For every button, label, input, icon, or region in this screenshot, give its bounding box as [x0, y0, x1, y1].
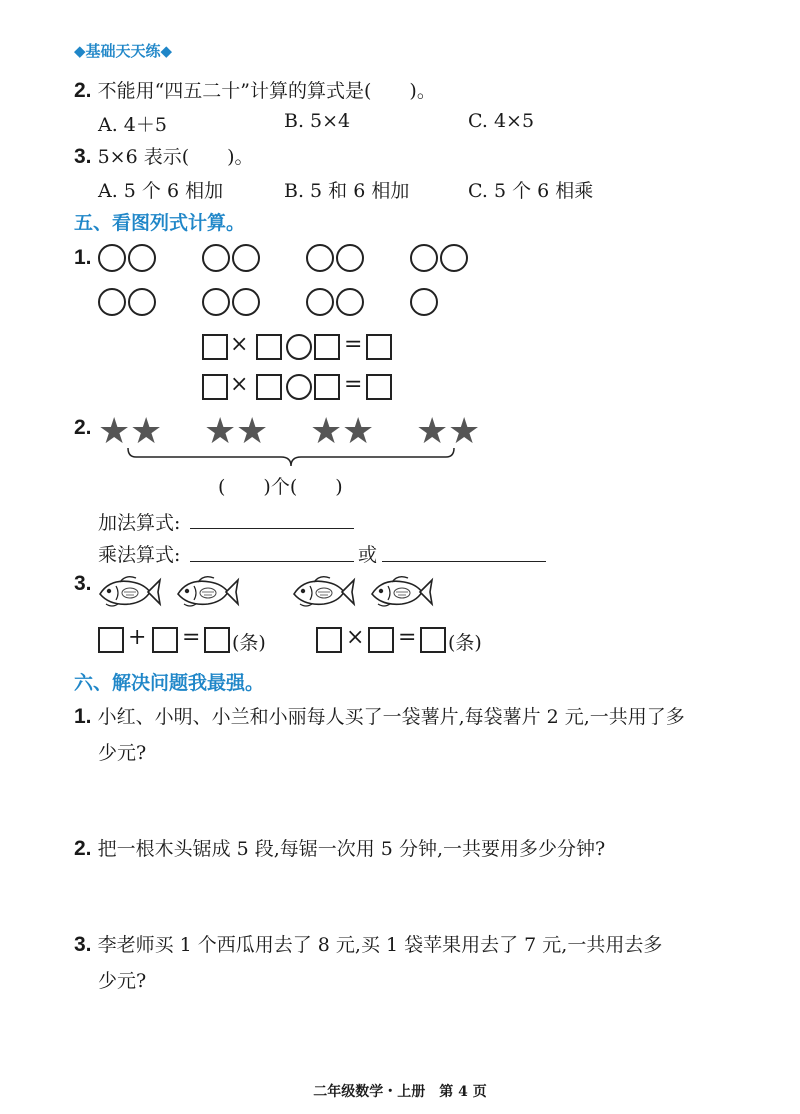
answer-box[interactable]: [316, 627, 342, 653]
problem-text: 小红、小明、小兰和小丽每人买了一袋薯片,每袋薯片 2 元,一共用了多: [97, 706, 685, 728]
circle-shape: [232, 244, 260, 272]
page-footer: 二年级数学・上册 第 4 页: [313, 1084, 487, 1100]
mul-answer-line-2[interactable]: [382, 561, 546, 562]
question-number: 2.: [74, 79, 92, 102]
answer-box[interactable]: [366, 334, 392, 360]
circle-shape: [306, 244, 334, 272]
times-sign: ×: [230, 372, 249, 397]
star-icon: ★: [98, 411, 131, 452]
star-icon: ★: [416, 411, 449, 452]
fish-icon: [290, 572, 356, 612]
times-sign: ×: [230, 332, 249, 357]
problem-text-cont: 少元?: [98, 970, 147, 992]
circle-shape: [98, 244, 126, 272]
problem-number: 1.: [74, 246, 92, 269]
question-text: 不能用“四五二十”计算的算式是( )。: [97, 80, 436, 102]
question-3: [74, 142, 254, 169]
problem-number: 3.: [74, 933, 92, 956]
answer-box[interactable]: [152, 627, 178, 653]
problem-number: 2.: [74, 416, 92, 439]
answer-box[interactable]: [314, 334, 340, 360]
operator-circle[interactable]: [286, 374, 312, 400]
add-expression-label: 加法算式:: [98, 512, 181, 534]
problem-number: 1.: [74, 705, 92, 728]
answer-box[interactable]: [98, 627, 124, 653]
star-icon: ★: [448, 411, 481, 452]
circle-shape: [306, 288, 334, 316]
circle-shape: [410, 288, 438, 316]
problem-number: 2.: [74, 837, 92, 860]
section-5-title: 五、看图列式计算。: [74, 212, 246, 234]
star-icon: ★: [236, 411, 269, 452]
fish-icon: [174, 572, 240, 612]
brace-label: ( )个( ): [218, 476, 343, 498]
answer-box[interactable]: [256, 334, 282, 360]
answer-box[interactable]: [420, 627, 446, 653]
operator-circle[interactable]: [286, 334, 312, 360]
add-answer-line[interactable]: [190, 528, 354, 529]
equals-sign: =: [344, 332, 363, 357]
brace: [126, 446, 456, 468]
option-c: C. 4×5: [468, 110, 535, 132]
circle-shape: [98, 288, 126, 316]
star-icon: ★: [204, 411, 237, 452]
problem-number: 3.: [74, 572, 92, 595]
question-number: 3.: [74, 145, 92, 168]
answer-box[interactable]: [256, 374, 282, 400]
section-6-title: 六、解决问题我最强。: [74, 672, 265, 694]
word-problem-1: [74, 702, 685, 729]
section-tag: ◆基础天天练◆: [74, 42, 173, 60]
answer-box[interactable]: [202, 334, 228, 360]
equals-sign: =: [182, 625, 201, 650]
circle-shape: [440, 244, 468, 272]
problem-text-cont: 少元?: [98, 742, 147, 764]
fish-icon: [368, 572, 434, 612]
circle-shape: [232, 288, 260, 316]
answer-box[interactable]: [368, 627, 394, 653]
unit-label: (条): [448, 632, 482, 654]
answer-box[interactable]: [202, 374, 228, 400]
star-icon: ★: [342, 411, 375, 452]
word-problem-2: [74, 834, 605, 861]
plus-sign: +: [128, 625, 147, 650]
circle-shape: [128, 288, 156, 316]
unit-label: (条): [232, 632, 266, 654]
option-b: B. 5 和 6 相加: [284, 180, 410, 202]
option-c: C. 5 个 6 相乘: [468, 180, 594, 202]
circle-shape: [202, 244, 230, 272]
question-text: 5×6 表示( )。: [97, 146, 254, 168]
fish-icon: [96, 572, 162, 612]
circle-shape: [336, 244, 364, 272]
option-b: B. 5×4: [284, 110, 351, 132]
word-problem-3: [74, 930, 662, 957]
or-text: 或: [358, 544, 378, 566]
equals-sign: =: [344, 372, 363, 397]
option-a: A. 4＋5: [98, 114, 167, 136]
answer-box[interactable]: [314, 374, 340, 400]
answer-box[interactable]: [366, 374, 392, 400]
circle-shape: [128, 244, 156, 272]
mul-answer-line-1[interactable]: [190, 561, 354, 562]
problem-text: 把一根木头锯成 5 段,每锯一次用 5 分钟,一共要用多少分钟?: [97, 838, 606, 860]
times-sign: ×: [346, 625, 365, 650]
answer-box[interactable]: [204, 627, 230, 653]
circle-shape: [336, 288, 364, 316]
circle-shape: [202, 288, 230, 316]
circle-shape: [410, 244, 438, 272]
equals-sign: =: [398, 625, 417, 650]
problem-text: 李老师买 1 个西瓜用去了 8 元,买 1 袋苹果用去了 7 元,一共用去多: [97, 934, 663, 956]
mul-expression-label: 乘法算式:: [98, 544, 181, 566]
option-a: A. 5 个 6 相加: [98, 180, 224, 202]
question-2: [74, 76, 436, 103]
star-icon: ★: [310, 411, 343, 452]
star-icon: ★: [130, 411, 163, 452]
